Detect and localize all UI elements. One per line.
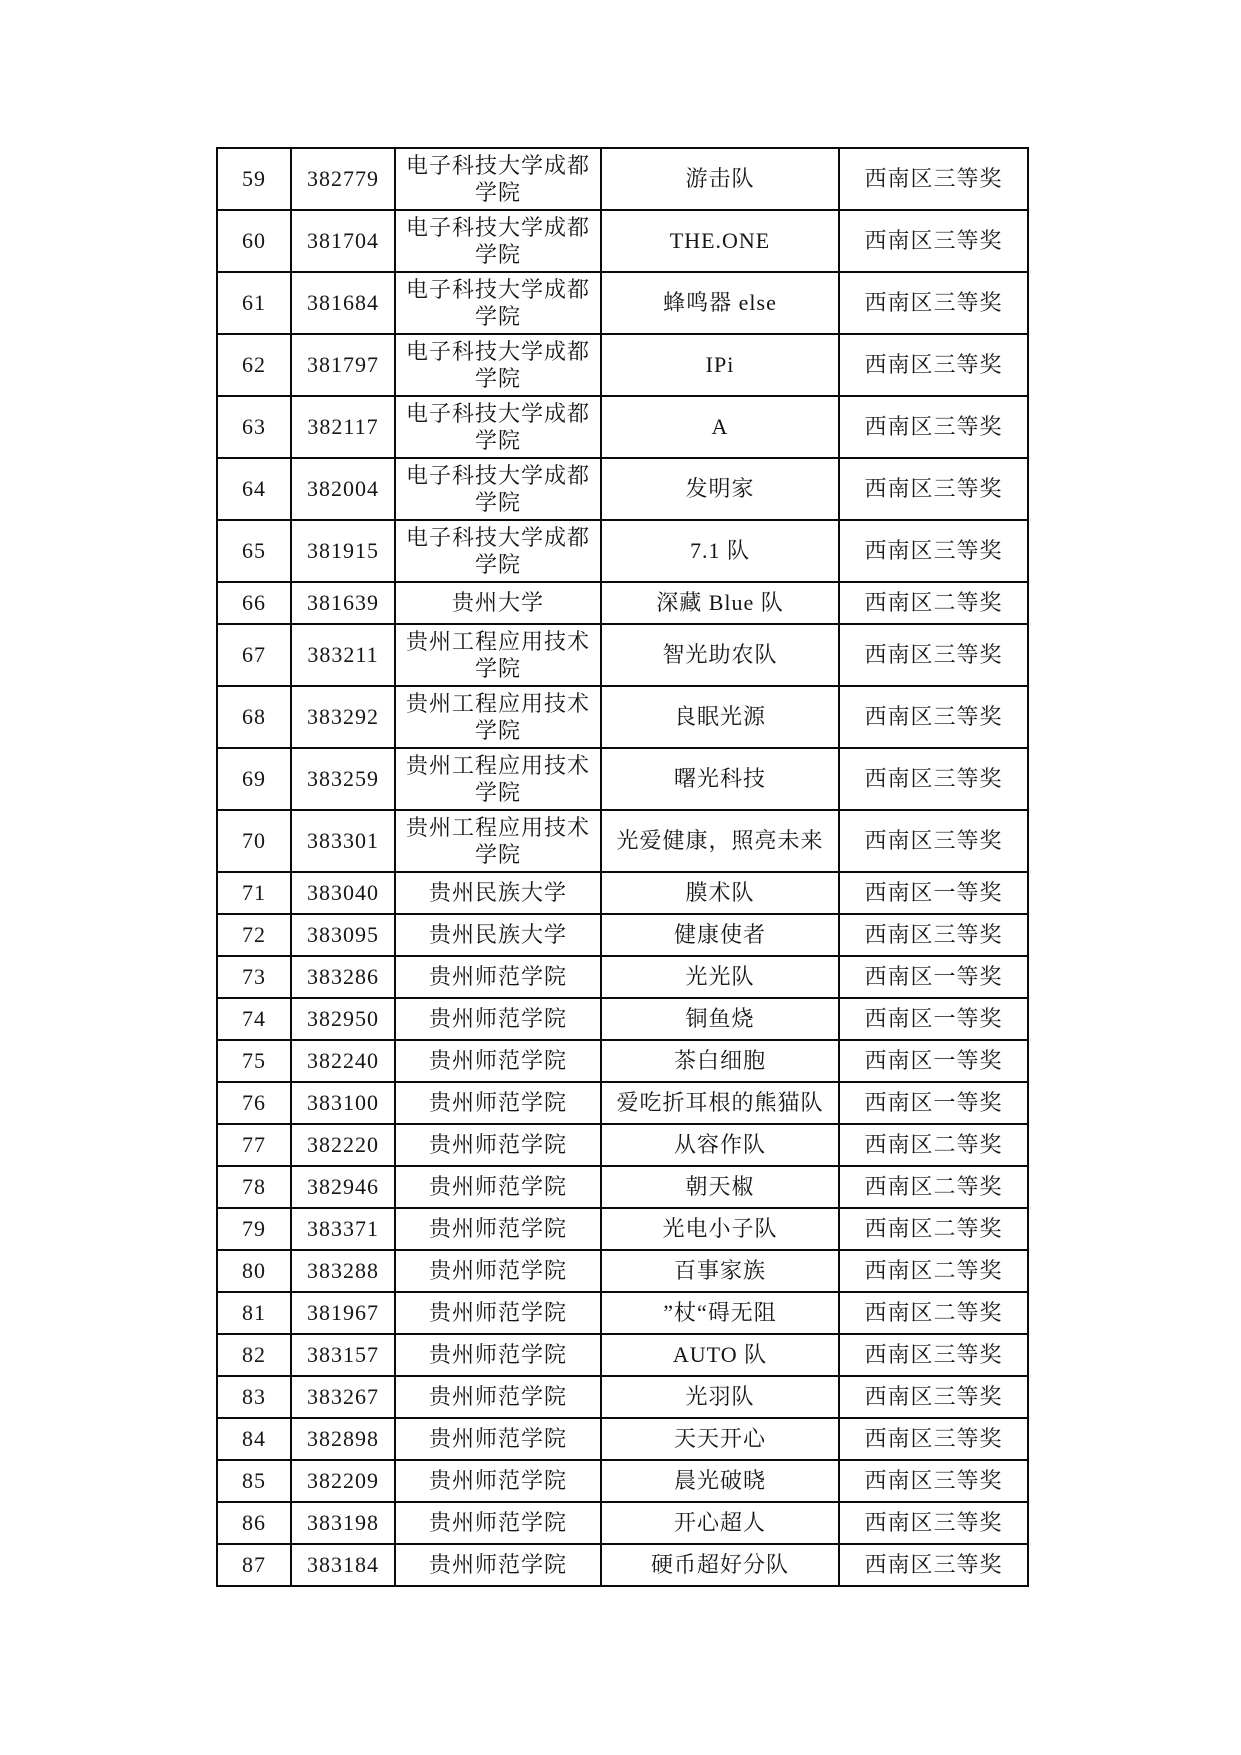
id-cell: 383267 — [291, 1376, 395, 1418]
table-row — [217, 1544, 1028, 1586]
team-cell: IPi — [601, 334, 839, 396]
award-cell: 西南区三等奖 — [839, 914, 1028, 956]
rank-cell: 85 — [217, 1460, 291, 1502]
rank-cell: 87 — [217, 1544, 291, 1586]
team-cell: 茶白细胞 — [601, 1040, 839, 1082]
team-cell: 朝天椒 — [601, 1166, 839, 1208]
id-cell: 383288 — [291, 1250, 395, 1292]
team-cell: 光爱健康，照亮未来 — [601, 810, 839, 872]
table-row — [217, 210, 1028, 272]
table-row — [217, 624, 1028, 686]
id-cell: 383371 — [291, 1208, 395, 1250]
id-cell: 383040 — [291, 872, 395, 914]
rank-cell: 71 — [217, 872, 291, 914]
rank-cell: 59 — [217, 148, 291, 210]
team-cell: AUTO 队 — [601, 1334, 839, 1376]
team-cell: 百事家族 — [601, 1250, 839, 1292]
table-row — [217, 686, 1028, 748]
award-cell: 西南区一等奖 — [839, 1082, 1028, 1124]
table-row — [217, 1376, 1028, 1418]
school-cell: 贵州师范学院 — [395, 956, 601, 998]
id-cell: 382950 — [291, 998, 395, 1040]
award-cell: 西南区三等奖 — [839, 1334, 1028, 1376]
team-cell: 铜鱼烧 — [601, 998, 839, 1040]
table-row — [217, 1040, 1028, 1082]
rank-cell: 68 — [217, 686, 291, 748]
award-cell: 西南区二等奖 — [839, 1208, 1028, 1250]
table-row — [217, 1124, 1028, 1166]
rank-cell: 63 — [217, 396, 291, 458]
rank-cell: 69 — [217, 748, 291, 810]
team-cell: THE.ONE — [601, 210, 839, 272]
rank-cell: 76 — [217, 1082, 291, 1124]
award-cell: 西南区三等奖 — [839, 520, 1028, 582]
team-cell: 曙光科技 — [601, 748, 839, 810]
award-cell: 西南区三等奖 — [839, 148, 1028, 210]
table-row — [217, 396, 1028, 458]
id-cell: 381915 — [291, 520, 395, 582]
award-cell: 西南区一等奖 — [839, 956, 1028, 998]
table-row — [217, 458, 1028, 520]
table-row — [217, 1166, 1028, 1208]
id-cell: 382946 — [291, 1166, 395, 1208]
rank-cell: 77 — [217, 1124, 291, 1166]
school-cell: 贵州工程应用技术学院 — [395, 810, 601, 872]
school-cell: 贵州工程应用技术学院 — [395, 624, 601, 686]
id-cell: 382117 — [291, 396, 395, 458]
team-cell: 开心超人 — [601, 1502, 839, 1544]
team-cell: A — [601, 396, 839, 458]
school-cell: 贵州师范学院 — [395, 1124, 601, 1166]
table-row — [217, 748, 1028, 810]
table-row — [217, 520, 1028, 582]
award-cell: 西南区二等奖 — [839, 1166, 1028, 1208]
table-row — [217, 914, 1028, 956]
school-cell: 贵州师范学院 — [395, 1166, 601, 1208]
table-row — [217, 148, 1028, 210]
award-cell: 西南区三等奖 — [839, 624, 1028, 686]
rank-cell: 81 — [217, 1292, 291, 1334]
table-row — [217, 1082, 1028, 1124]
id-cell: 382779 — [291, 148, 395, 210]
id-cell: 382209 — [291, 1460, 395, 1502]
school-cell: 贵州师范学院 — [395, 1502, 601, 1544]
school-cell: 贵州师范学院 — [395, 998, 601, 1040]
table-row — [217, 810, 1028, 872]
school-cell: 电子科技大学成都学院 — [395, 334, 601, 396]
rank-cell: 75 — [217, 1040, 291, 1082]
school-cell: 电子科技大学成都学院 — [395, 272, 601, 334]
team-cell: 健康使者 — [601, 914, 839, 956]
table-row — [217, 1502, 1028, 1544]
award-cell: 西南区三等奖 — [839, 1544, 1028, 1586]
id-cell: 383301 — [291, 810, 395, 872]
rank-cell: 73 — [217, 956, 291, 998]
rank-cell: 83 — [217, 1376, 291, 1418]
school-cell: 贵州师范学院 — [395, 1040, 601, 1082]
id-cell: 381967 — [291, 1292, 395, 1334]
id-cell: 383292 — [291, 686, 395, 748]
table-row — [217, 1418, 1028, 1460]
rank-cell: 84 — [217, 1418, 291, 1460]
team-cell: 光羽队 — [601, 1376, 839, 1418]
team-cell: 良眠光源 — [601, 686, 839, 748]
school-cell: 贵州民族大学 — [395, 872, 601, 914]
awards-table-body — [217, 148, 1028, 1586]
award-cell: 西南区三等奖 — [839, 458, 1028, 520]
rank-cell: 86 — [217, 1502, 291, 1544]
team-cell: ”杖“碍无阻 — [601, 1292, 839, 1334]
table-row — [217, 998, 1028, 1040]
award-cell: 西南区三等奖 — [839, 334, 1028, 396]
rank-cell: 61 — [217, 272, 291, 334]
rank-cell: 78 — [217, 1166, 291, 1208]
team-cell: 晨光破晓 — [601, 1460, 839, 1502]
team-cell: 从容作队 — [601, 1124, 839, 1166]
team-cell: 发明家 — [601, 458, 839, 520]
id-cell: 381704 — [291, 210, 395, 272]
table-row — [217, 956, 1028, 998]
table-row — [217, 582, 1028, 624]
award-cell: 西南区二等奖 — [839, 1124, 1028, 1166]
rank-cell: 65 — [217, 520, 291, 582]
team-cell: 智光助农队 — [601, 624, 839, 686]
school-cell: 贵州师范学院 — [395, 1376, 601, 1418]
award-cell: 西南区一等奖 — [839, 998, 1028, 1040]
award-cell: 西南区三等奖 — [839, 1418, 1028, 1460]
school-cell: 贵州师范学院 — [395, 1544, 601, 1586]
id-cell: 381684 — [291, 272, 395, 334]
award-cell: 西南区三等奖 — [839, 210, 1028, 272]
school-cell: 贵州工程应用技术学院 — [395, 686, 601, 748]
school-cell: 贵州师范学院 — [395, 1334, 601, 1376]
id-cell: 382240 — [291, 1040, 395, 1082]
award-cell: 西南区三等奖 — [839, 396, 1028, 458]
awards-table — [216, 147, 1029, 1587]
team-cell: 蜂鸣器 else — [601, 272, 839, 334]
id-cell: 382004 — [291, 458, 395, 520]
award-cell: 西南区三等奖 — [839, 1376, 1028, 1418]
school-cell: 贵州师范学院 — [395, 1208, 601, 1250]
rank-cell: 79 — [217, 1208, 291, 1250]
rank-cell: 62 — [217, 334, 291, 396]
rank-cell: 82 — [217, 1334, 291, 1376]
rank-cell: 66 — [217, 582, 291, 624]
award-cell: 西南区三等奖 — [839, 810, 1028, 872]
id-cell: 383100 — [291, 1082, 395, 1124]
rank-cell: 72 — [217, 914, 291, 956]
table-row — [217, 334, 1028, 396]
school-cell: 电子科技大学成都学院 — [395, 458, 601, 520]
id-cell: 383198 — [291, 1502, 395, 1544]
id-cell: 383095 — [291, 914, 395, 956]
team-cell: 7.1 队 — [601, 520, 839, 582]
team-cell: 光光队 — [601, 956, 839, 998]
award-cell: 西南区一等奖 — [839, 1040, 1028, 1082]
table-row — [217, 1250, 1028, 1292]
rank-cell: 60 — [217, 210, 291, 272]
award-cell: 西南区三等奖 — [839, 1460, 1028, 1502]
award-cell: 西南区二等奖 — [839, 582, 1028, 624]
award-cell: 西南区一等奖 — [839, 872, 1028, 914]
id-cell: 381639 — [291, 582, 395, 624]
table-row — [217, 872, 1028, 914]
team-cell: 光电小子队 — [601, 1208, 839, 1250]
school-cell: 电子科技大学成都学院 — [395, 210, 601, 272]
id-cell: 383157 — [291, 1334, 395, 1376]
table-row — [217, 1460, 1028, 1502]
school-cell: 贵州工程应用技术学院 — [395, 748, 601, 810]
award-cell: 西南区三等奖 — [839, 748, 1028, 810]
id-cell: 383184 — [291, 1544, 395, 1586]
rank-cell: 74 — [217, 998, 291, 1040]
team-cell: 爱吃折耳根的熊猫队 — [601, 1082, 839, 1124]
id-cell: 383211 — [291, 624, 395, 686]
team-cell: 硬币超好分队 — [601, 1544, 839, 1586]
school-cell: 贵州民族大学 — [395, 914, 601, 956]
school-cell: 贵州师范学院 — [395, 1460, 601, 1502]
rank-cell: 80 — [217, 1250, 291, 1292]
team-cell: 游击队 — [601, 148, 839, 210]
table-row — [217, 1208, 1028, 1250]
school-cell: 贵州师范学院 — [395, 1250, 601, 1292]
school-cell: 贵州师范学院 — [395, 1418, 601, 1460]
school-cell: 电子科技大学成都学院 — [395, 148, 601, 210]
id-cell: 383286 — [291, 956, 395, 998]
award-cell: 西南区二等奖 — [839, 1250, 1028, 1292]
table-row — [217, 272, 1028, 334]
id-cell: 382898 — [291, 1418, 395, 1460]
school-cell: 电子科技大学成都学院 — [395, 520, 601, 582]
school-cell: 电子科技大学成都学院 — [395, 396, 601, 458]
award-cell: 西南区二等奖 — [839, 1292, 1028, 1334]
school-cell: 贵州师范学院 — [395, 1292, 601, 1334]
team-cell: 天天开心 — [601, 1418, 839, 1460]
id-cell: 382220 — [291, 1124, 395, 1166]
award-cell: 西南区三等奖 — [839, 1502, 1028, 1544]
school-cell: 贵州大学 — [395, 582, 601, 624]
team-cell: 深藏 Blue 队 — [601, 582, 839, 624]
table-row — [217, 1292, 1028, 1334]
id-cell: 383259 — [291, 748, 395, 810]
award-cell: 西南区三等奖 — [839, 272, 1028, 334]
award-cell: 西南区三等奖 — [839, 686, 1028, 748]
rank-cell: 70 — [217, 810, 291, 872]
rank-cell: 67 — [217, 624, 291, 686]
team-cell: 膜术队 — [601, 872, 839, 914]
school-cell: 贵州师范学院 — [395, 1082, 601, 1124]
table-row — [217, 1334, 1028, 1376]
rank-cell: 64 — [217, 458, 291, 520]
id-cell: 381797 — [291, 334, 395, 396]
